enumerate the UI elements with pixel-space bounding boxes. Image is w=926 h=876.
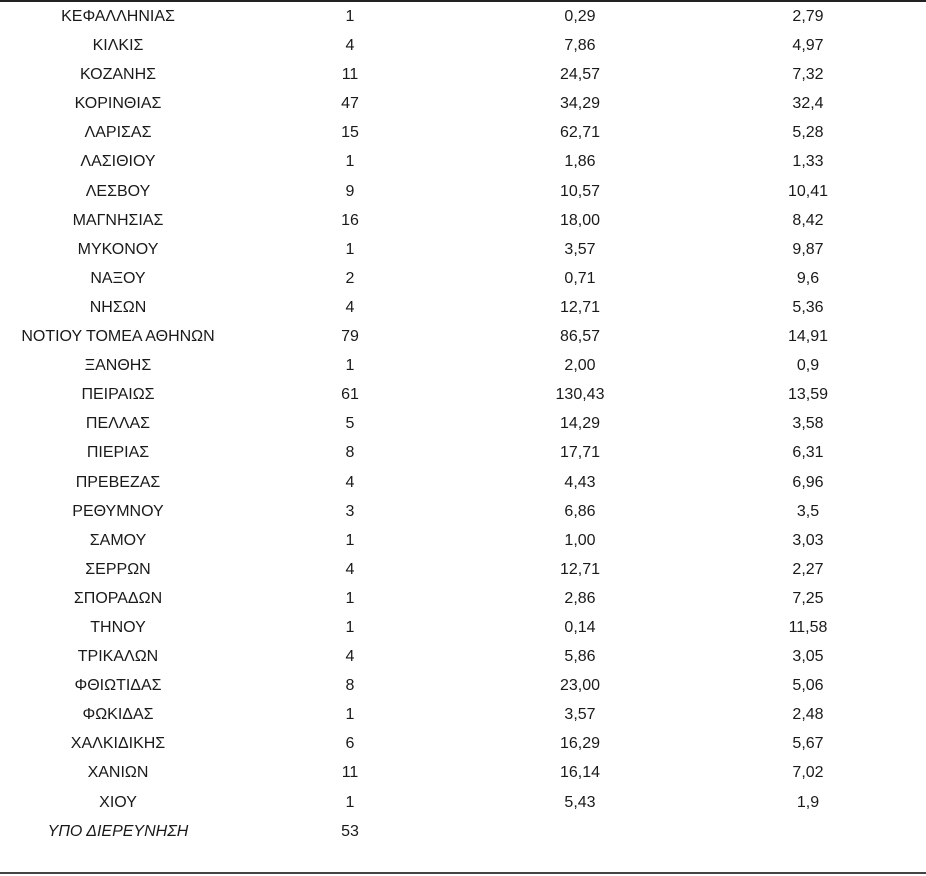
rate-cell: 130,43 [555, 386, 605, 404]
index-cell: 32,4 [792, 95, 824, 113]
cases-cell: 9 [345, 182, 355, 200]
table-row-under-investigation [0, 817, 926, 846]
cases-cell: 5 [345, 415, 355, 433]
cases-cell: 3 [345, 502, 355, 520]
rate-cell: 0,71 [564, 269, 596, 287]
table-row [0, 147, 926, 176]
index-cell: 5,36 [792, 298, 824, 316]
cases-cell: 1 [345, 531, 355, 549]
table-row [0, 235, 926, 264]
rate-cell: 0,29 [564, 8, 596, 25]
area-cell: ΦΘΙΩΤΙΔΑΣ [74, 677, 162, 695]
rate-cell: 2,00 [564, 357, 596, 375]
index-cell: 5,06 [792, 677, 824, 695]
table-row [0, 758, 926, 787]
rate-cell: 7,86 [564, 37, 596, 55]
table-row [0, 380, 926, 409]
area-cell: ΠΕΛΛΑΣ [85, 415, 151, 433]
table-row [0, 613, 926, 642]
cases-cell: 15 [341, 124, 359, 142]
cases-cell: 1 [345, 357, 355, 375]
cases-table [0, 2, 926, 846]
cases-cell: 79 [341, 328, 359, 346]
rate-cell: 17,71 [559, 444, 601, 462]
table-row [0, 206, 926, 235]
area-cell: ΠΙΕΡΙΑΣ [86, 444, 150, 462]
rate-cell: 2,86 [564, 589, 596, 607]
rate-cell: 3,57 [564, 706, 596, 724]
area-cell: ΤΗΝΟΥ [90, 618, 146, 636]
area-cell: ΛΑΣΙΘΙΟΥ [80, 153, 156, 171]
index-cell: 7,25 [792, 589, 824, 607]
rate-cell: 86,57 [559, 328, 601, 346]
area-cell: ΧΑΛΚΙΔΙΚΗΣ [70, 735, 166, 753]
rate-cell: 12,71 [559, 298, 601, 316]
cases-cell: 61 [341, 386, 359, 404]
index-cell: 3,5 [796, 502, 820, 520]
area-cell: ΝΗΣΩΝ [89, 298, 147, 316]
cases-cell: 1 [345, 706, 355, 724]
cases-cell: 2 [345, 269, 355, 287]
index-cell: 3,05 [792, 648, 824, 666]
cases-cell: 4 [345, 473, 355, 491]
rate-cell: 3,57 [564, 240, 596, 258]
rate-cell: 6,86 [564, 502, 596, 520]
cases-cell: 1 [345, 8, 355, 25]
rate-cell: 10,57 [559, 182, 601, 200]
index-cell: 3,03 [792, 531, 824, 549]
table-row [0, 60, 926, 89]
area-cell: ΚΕΦΑΛΛΗΝΙΑΣ [61, 8, 175, 25]
cases-cell: 4 [345, 37, 355, 55]
area-cell: ΞΑΝΘΗΣ [84, 357, 152, 375]
index-cell: 5,67 [792, 735, 824, 753]
rate-cell: 1,86 [564, 153, 596, 171]
rate-cell: 5,86 [564, 648, 596, 666]
cases-cell: 6 [345, 735, 355, 753]
index-cell: 2,48 [792, 706, 824, 724]
cases-cell: 4 [345, 298, 355, 316]
rate-cell: 62,71 [559, 124, 601, 142]
area-cell: ΠΡΕΒΕΖΑΣ [75, 473, 161, 491]
area-cell: ΤΡΙΚΑΛΩΝ [77, 648, 159, 666]
rate-cell: 16,14 [559, 764, 601, 782]
table-row [0, 468, 926, 497]
index-cell: 3,58 [792, 415, 824, 433]
rate-cell: 12,71 [559, 560, 601, 578]
area-cell: ΣΕΡΡΩΝ [85, 560, 151, 578]
area-cell: ΜΥΚΟΝΟΥ [77, 240, 159, 258]
area-cell: ΚΟΖΑΝΗΣ [79, 66, 157, 84]
table-row [0, 497, 926, 526]
table-bottom-rule [0, 872, 926, 874]
area-cell: ΠΕΙΡΑΙΩΣ [81, 386, 155, 404]
area-cell: ΥΠΟ ΔΙΕΡΕΥΝΗΣΗ [47, 822, 189, 840]
cases-cell: 16 [341, 211, 359, 229]
table-row [0, 671, 926, 700]
index-cell: 14,91 [787, 328, 829, 346]
table-row [0, 700, 926, 729]
rate-cell: 24,57 [559, 66, 601, 84]
table-row [0, 788, 926, 817]
cases-cell: 11 [341, 764, 359, 782]
cases-cell: 1 [345, 618, 355, 636]
index-cell: 13,59 [787, 386, 829, 404]
table-row [0, 118, 926, 147]
area-cell: ΦΩΚΙΔΑΣ [82, 706, 154, 724]
table-row [0, 584, 926, 613]
table-row [0, 351, 926, 380]
rate-cell: 0,14 [564, 618, 596, 636]
area-cell: ΛΕΣΒΟΥ [85, 182, 151, 200]
index-cell: 1,9 [796, 793, 820, 811]
table-row [0, 264, 926, 293]
area-cell: ΧΑΝΙΩΝ [87, 764, 149, 782]
area-cell: ΣΑΜΟΥ [89, 531, 147, 549]
area-cell: ΚΙΛΚΙΣ [92, 37, 144, 55]
table-row [0, 526, 926, 555]
area-cell: ΡΕΘΥΜΝΟΥ [72, 502, 164, 520]
index-cell: 9,6 [796, 269, 820, 287]
area-cell: ΝΟΤΙΟΥ ΤΟΜΕΑ ΑΘΗΝΩΝ [21, 328, 215, 346]
rate-cell: 16,29 [559, 735, 601, 753]
index-cell: 7,02 [792, 764, 824, 782]
cases-cell: 11 [341, 66, 359, 84]
area-cell: ΣΠΟΡΑΔΩΝ [73, 589, 163, 607]
index-cell: 9,87 [792, 240, 824, 258]
area-cell: ΧΙΟΥ [99, 793, 137, 811]
index-cell: 5,28 [792, 124, 824, 142]
table-row [0, 2, 926, 31]
table-row [0, 438, 926, 467]
index-cell: 6,96 [792, 473, 824, 491]
table-row [0, 293, 926, 322]
cases-cell: 8 [345, 444, 355, 462]
index-cell: 7,32 [792, 66, 824, 84]
table-row [0, 409, 926, 438]
index-cell: 4,97 [792, 37, 824, 55]
table-row [0, 89, 926, 118]
rate-cell: 18,00 [559, 211, 601, 229]
cases-cell: 4 [345, 648, 355, 666]
table-row [0, 31, 926, 60]
cases-cell: 47 [341, 95, 359, 113]
index-cell: 8,42 [792, 211, 824, 229]
rate-cell: 34,29 [559, 95, 601, 113]
index-cell: 11,58 [788, 618, 828, 636]
cases-cell: 4 [345, 560, 355, 578]
table-row [0, 729, 926, 758]
rate-cell: 5,43 [564, 793, 596, 811]
area-cell: ΝΑΞΟΥ [90, 269, 146, 287]
area-cell: ΛΑΡΙΣΑΣ [84, 124, 152, 142]
index-cell: 2,27 [792, 560, 824, 578]
area-cell: ΚΟΡΙΝΘΙΑΣ [74, 95, 162, 113]
cases-cell: 53 [341, 822, 359, 840]
table-row [0, 177, 926, 206]
rate-cell: 23,00 [559, 677, 601, 695]
index-cell: 6,31 [792, 444, 824, 462]
table-row [0, 642, 926, 671]
area-cell: ΜΑΓΝΗΣΙΑΣ [72, 211, 164, 229]
index-cell: 0,9 [796, 357, 820, 375]
index-cell: 2,79 [792, 8, 824, 25]
rate-cell: 1,00 [564, 531, 596, 549]
rate-cell: 4,43 [564, 473, 596, 491]
index-cell: 1,33 [792, 153, 824, 171]
cases-cell: 8 [345, 677, 355, 695]
table-row [0, 555, 926, 584]
cases-cell: 1 [345, 793, 355, 811]
cases-cell: 1 [345, 153, 355, 171]
cases-cell: 1 [345, 589, 355, 607]
index-cell: 10,41 [787, 182, 829, 200]
cases-cell: 1 [345, 240, 355, 258]
table-row [0, 322, 926, 351]
rate-cell: 14,29 [559, 415, 601, 433]
